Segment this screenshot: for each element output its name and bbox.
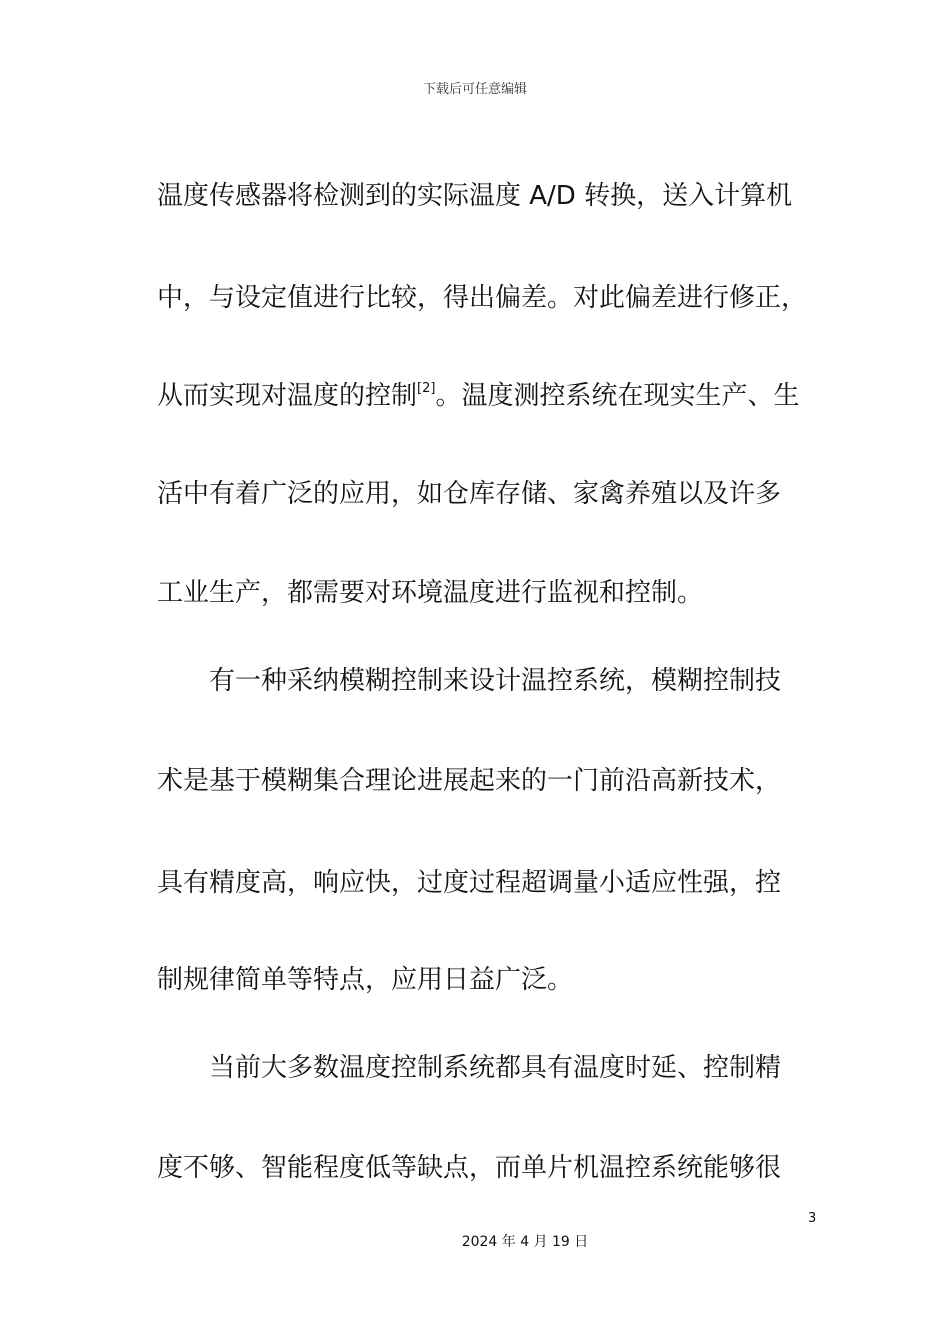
page-number: 3	[808, 1211, 817, 1226]
body-line-3-start: 从而实现对温度的控制	[157, 381, 418, 411]
page-header: 下载后可任意编辑	[422, 82, 527, 97]
body-line-3-end: 。温度测控系统在现实生产、生	[435, 381, 800, 411]
body-line-6: 有一种采纳模糊控制来设计温控系统，模糊控制技	[209, 666, 782, 696]
body-line-10: 当前大多数温度控制系统都具有温度时延、控制精	[209, 1053, 782, 1083]
body-line-8: 具有精度高，响应快，过度过程超调量小适应性强，控	[157, 868, 782, 898]
body-line-3	[157, 383, 837, 409]
footer-date: 2024 年 4 月 19 日	[461, 1234, 589, 1250]
citation-superscript[interactable]: [2]	[417, 381, 436, 396]
body-line-1: 温度传感器将检测到的实际温度 A/D 转换，送入计算机	[157, 181, 793, 211]
body-line-9: 制规律简单等特点，应用日益广泛。	[157, 965, 574, 995]
body-line-5: 工业生产，都需要对环境温度进行监视和控制。	[157, 578, 704, 608]
body-line-4: 活中有着广泛的应用，如仓库存储、家禽养殖以及许多	[157, 479, 782, 509]
body-line-11: 度不够、智能程度低等缺点，而单片机温控系统能够很	[157, 1153, 782, 1183]
body-line-2: 中，与设定值进行比较，得出偏差。对此偏差进行修正，	[157, 283, 808, 313]
body-line-7: 术是基于模糊集合理论进展起来的一门前沿高新技术，	[157, 766, 782, 796]
